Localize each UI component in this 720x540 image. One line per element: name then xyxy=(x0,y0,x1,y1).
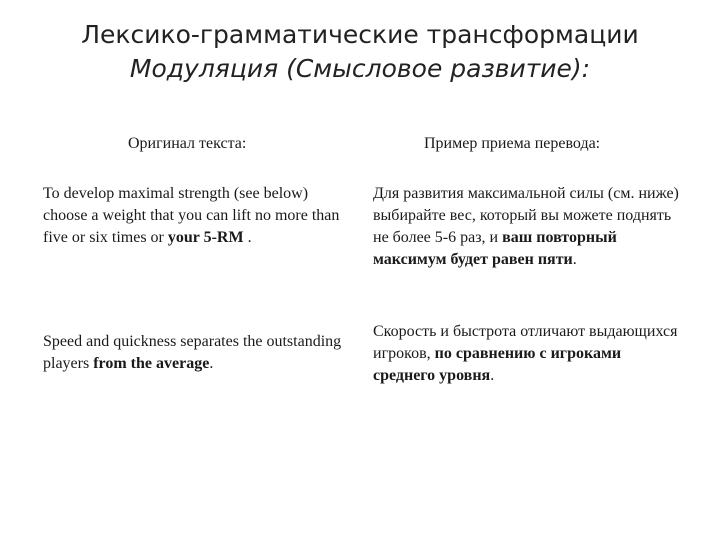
column-header-original: Оригинал текста: xyxy=(128,135,247,152)
original-tail: . xyxy=(209,355,214,372)
slide-title xyxy=(0,18,720,86)
translation-text: Скорость и быстрота отличают выдающихся игроков, xyxy=(373,323,678,362)
translation-highlight: ваш повторный максимум будет равен пяти xyxy=(373,229,617,268)
title-main: Лексико-грамматические трансформации xyxy=(81,20,639,49)
translation-tail: . xyxy=(572,251,577,268)
translation-text-cell xyxy=(373,321,683,387)
translation-highlight: по сравнению с игроками среднего уровня xyxy=(373,345,622,384)
translation-text-cell xyxy=(373,183,683,271)
original-tail: . xyxy=(243,229,252,246)
column-header-translation: Пример приема перевода: xyxy=(424,135,601,152)
translation-tail: . xyxy=(490,367,495,384)
original-highlight: your 5-RM xyxy=(167,229,244,246)
title-subtitle: Модуляция (Смысловое развитие): xyxy=(129,54,591,83)
translation-text: Для развития максимальной силы (см. ниже) выбирайте вес, который вы можете поднять не более 5-6 раз, и xyxy=(373,185,679,246)
original-text: To develop maximal strength (see below) choose a weight that you can lift no more than five or six times or xyxy=(43,185,340,246)
original-text-cell xyxy=(43,331,348,375)
original-highlight: from the average xyxy=(93,355,210,372)
original-text-cell xyxy=(43,183,348,249)
original-text: Speed and quickness separates the outstanding players xyxy=(43,333,342,372)
